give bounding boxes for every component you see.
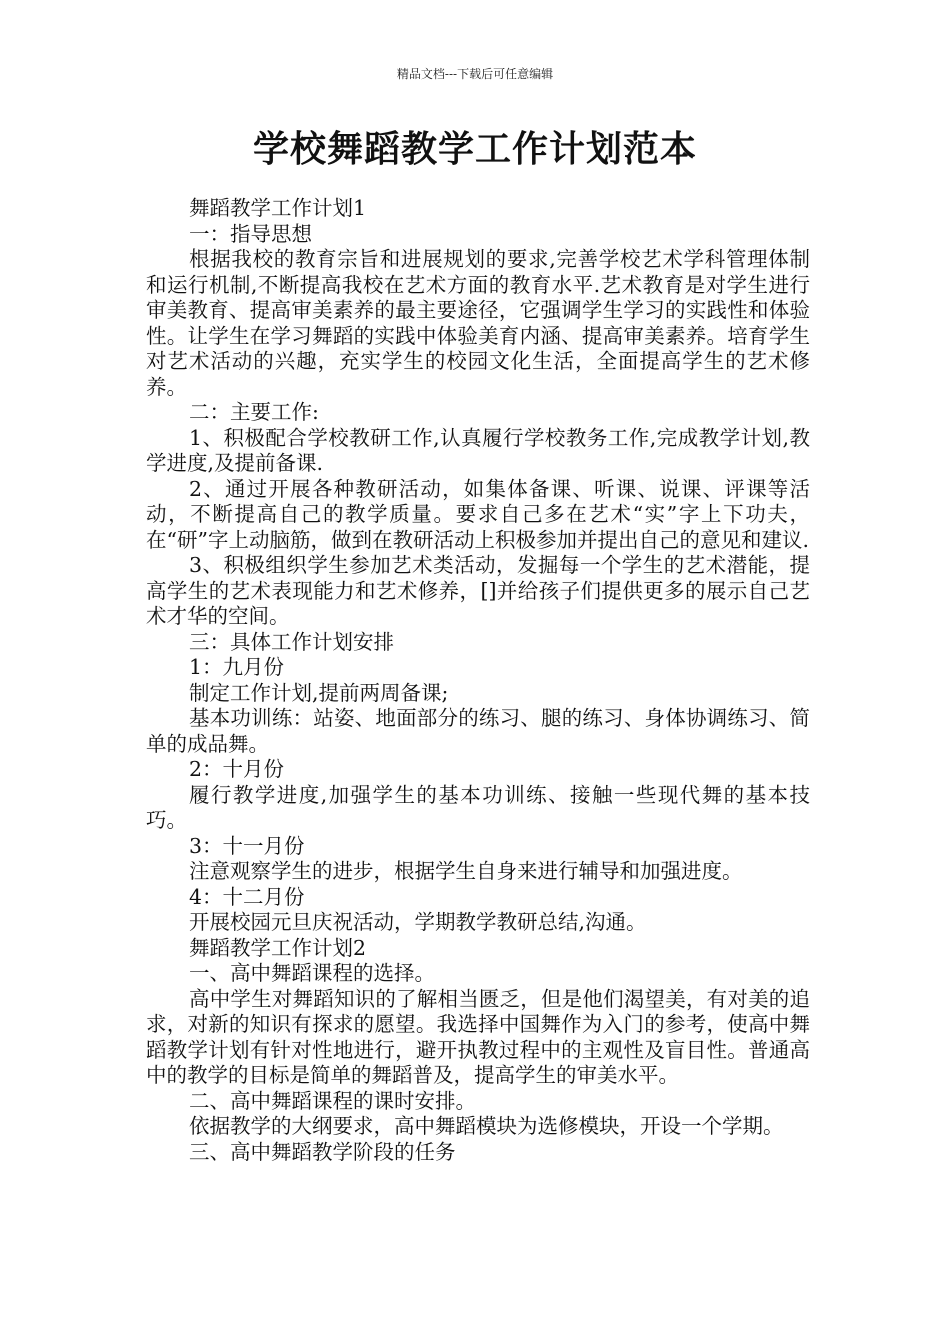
header-note: 精品文档---下载后可任意编辑 (396, 67, 554, 81)
paragraph: 三：具体工作计划安排 (189, 629, 394, 654)
paragraph: 4：十二月份 (189, 884, 305, 909)
paragraph: 履行教学进度,加强学生的基本功训练、接触一些现代舞的基本技巧。 (146, 782, 810, 832)
paragraph: 1：九月份 (189, 655, 285, 679)
paragraph: 根据我校的教育宗旨和进展规划的要求,完善学校艺术学科管理体制和运行机制,不断提高我校在艺术方面的教育水平.艺术教育是对学生进行审美教育、提高审美素养的最主要途径，它强调学生学习的实践性和体验性。让学生在学习舞蹈的实践中体验美育内涵、提高审美素养。培育学生对艺术活动的兴趣，充实学生的校园文化生活，全面提高学生的艺术修养。 (146, 247, 810, 399)
paragraph: 高中学生对舞蹈知识的了解相当匮乏，但是他们渴望美，有对美的追求，对新的知识有探求的愿望。我选择中国舞作为入门的参考，使高中舞蹈教学计划有针对性地进行，避开执教过程中的主观性及盲目性。普通高中的教学的目标是简单的舞蹈普及，提高学生的审美水平。 (146, 986, 810, 1087)
paragraph: 依据教学的大纲要求，高中舞蹈模块为选修模块，开设一个学期。 (189, 1114, 784, 1138)
paragraph: 二、高中舞蹈课程的课时安排。 (189, 1088, 476, 1113)
document-title: 学校舞蹈教学工作计划范本 (252, 129, 697, 170)
paragraph: 二：主要工作: (189, 400, 319, 424)
paragraph: 制定工作计划,提前两周备课; (189, 680, 449, 705)
paragraph: 开展校园元旦庆祝活动，学期教学教研总结,沟通。 (189, 910, 647, 934)
document-body (146, 196, 810, 1165)
paragraph: 注意观察学生的进步，根据学生自身来进行辅导和加强进度。 (189, 859, 743, 883)
paragraph: 一：指导思想 (189, 221, 312, 246)
paragraph: 3：十一月份 (189, 833, 305, 858)
paragraph: 2：十月份 (189, 757, 285, 781)
paragraph: 一、高中舞蹈课程的选择。 (189, 961, 435, 985)
paragraph: 3、积极组织学生参加艺术类活动，发掘每一个学生的艺术潜能，提高学生的艺术表现能力和艺术修养，[]并给孩子们提供更多的展示自己艺术才华的空间。 (146, 553, 810, 628)
paragraph: 1、积极配合学校教研工作,认真履行学校教务工作,完成教学计划,教学进度,及提前备课. (146, 425, 810, 475)
paragraph: 三、高中舞蹈教学阶段的任务 (189, 1139, 456, 1164)
paragraph: 舞蹈教学工作计划1 (189, 196, 367, 220)
paragraph: 基本功训练：站姿、地面部分的练习、腿的练习、身体协调练习、简单的成品舞。 (146, 706, 810, 756)
paragraph: 2、通过开展各种教研活动，如集体备课、听课、说课、评课等活动，不断提高自己的教学质量。要求自己多在艺术“实”字上下功夫，在“研”字上动脑筋，做到在教研活动上积极参加并提出自己的意见和建议. (146, 476, 810, 552)
paragraph: 舞蹈教学工作计划2 (189, 935, 367, 960)
